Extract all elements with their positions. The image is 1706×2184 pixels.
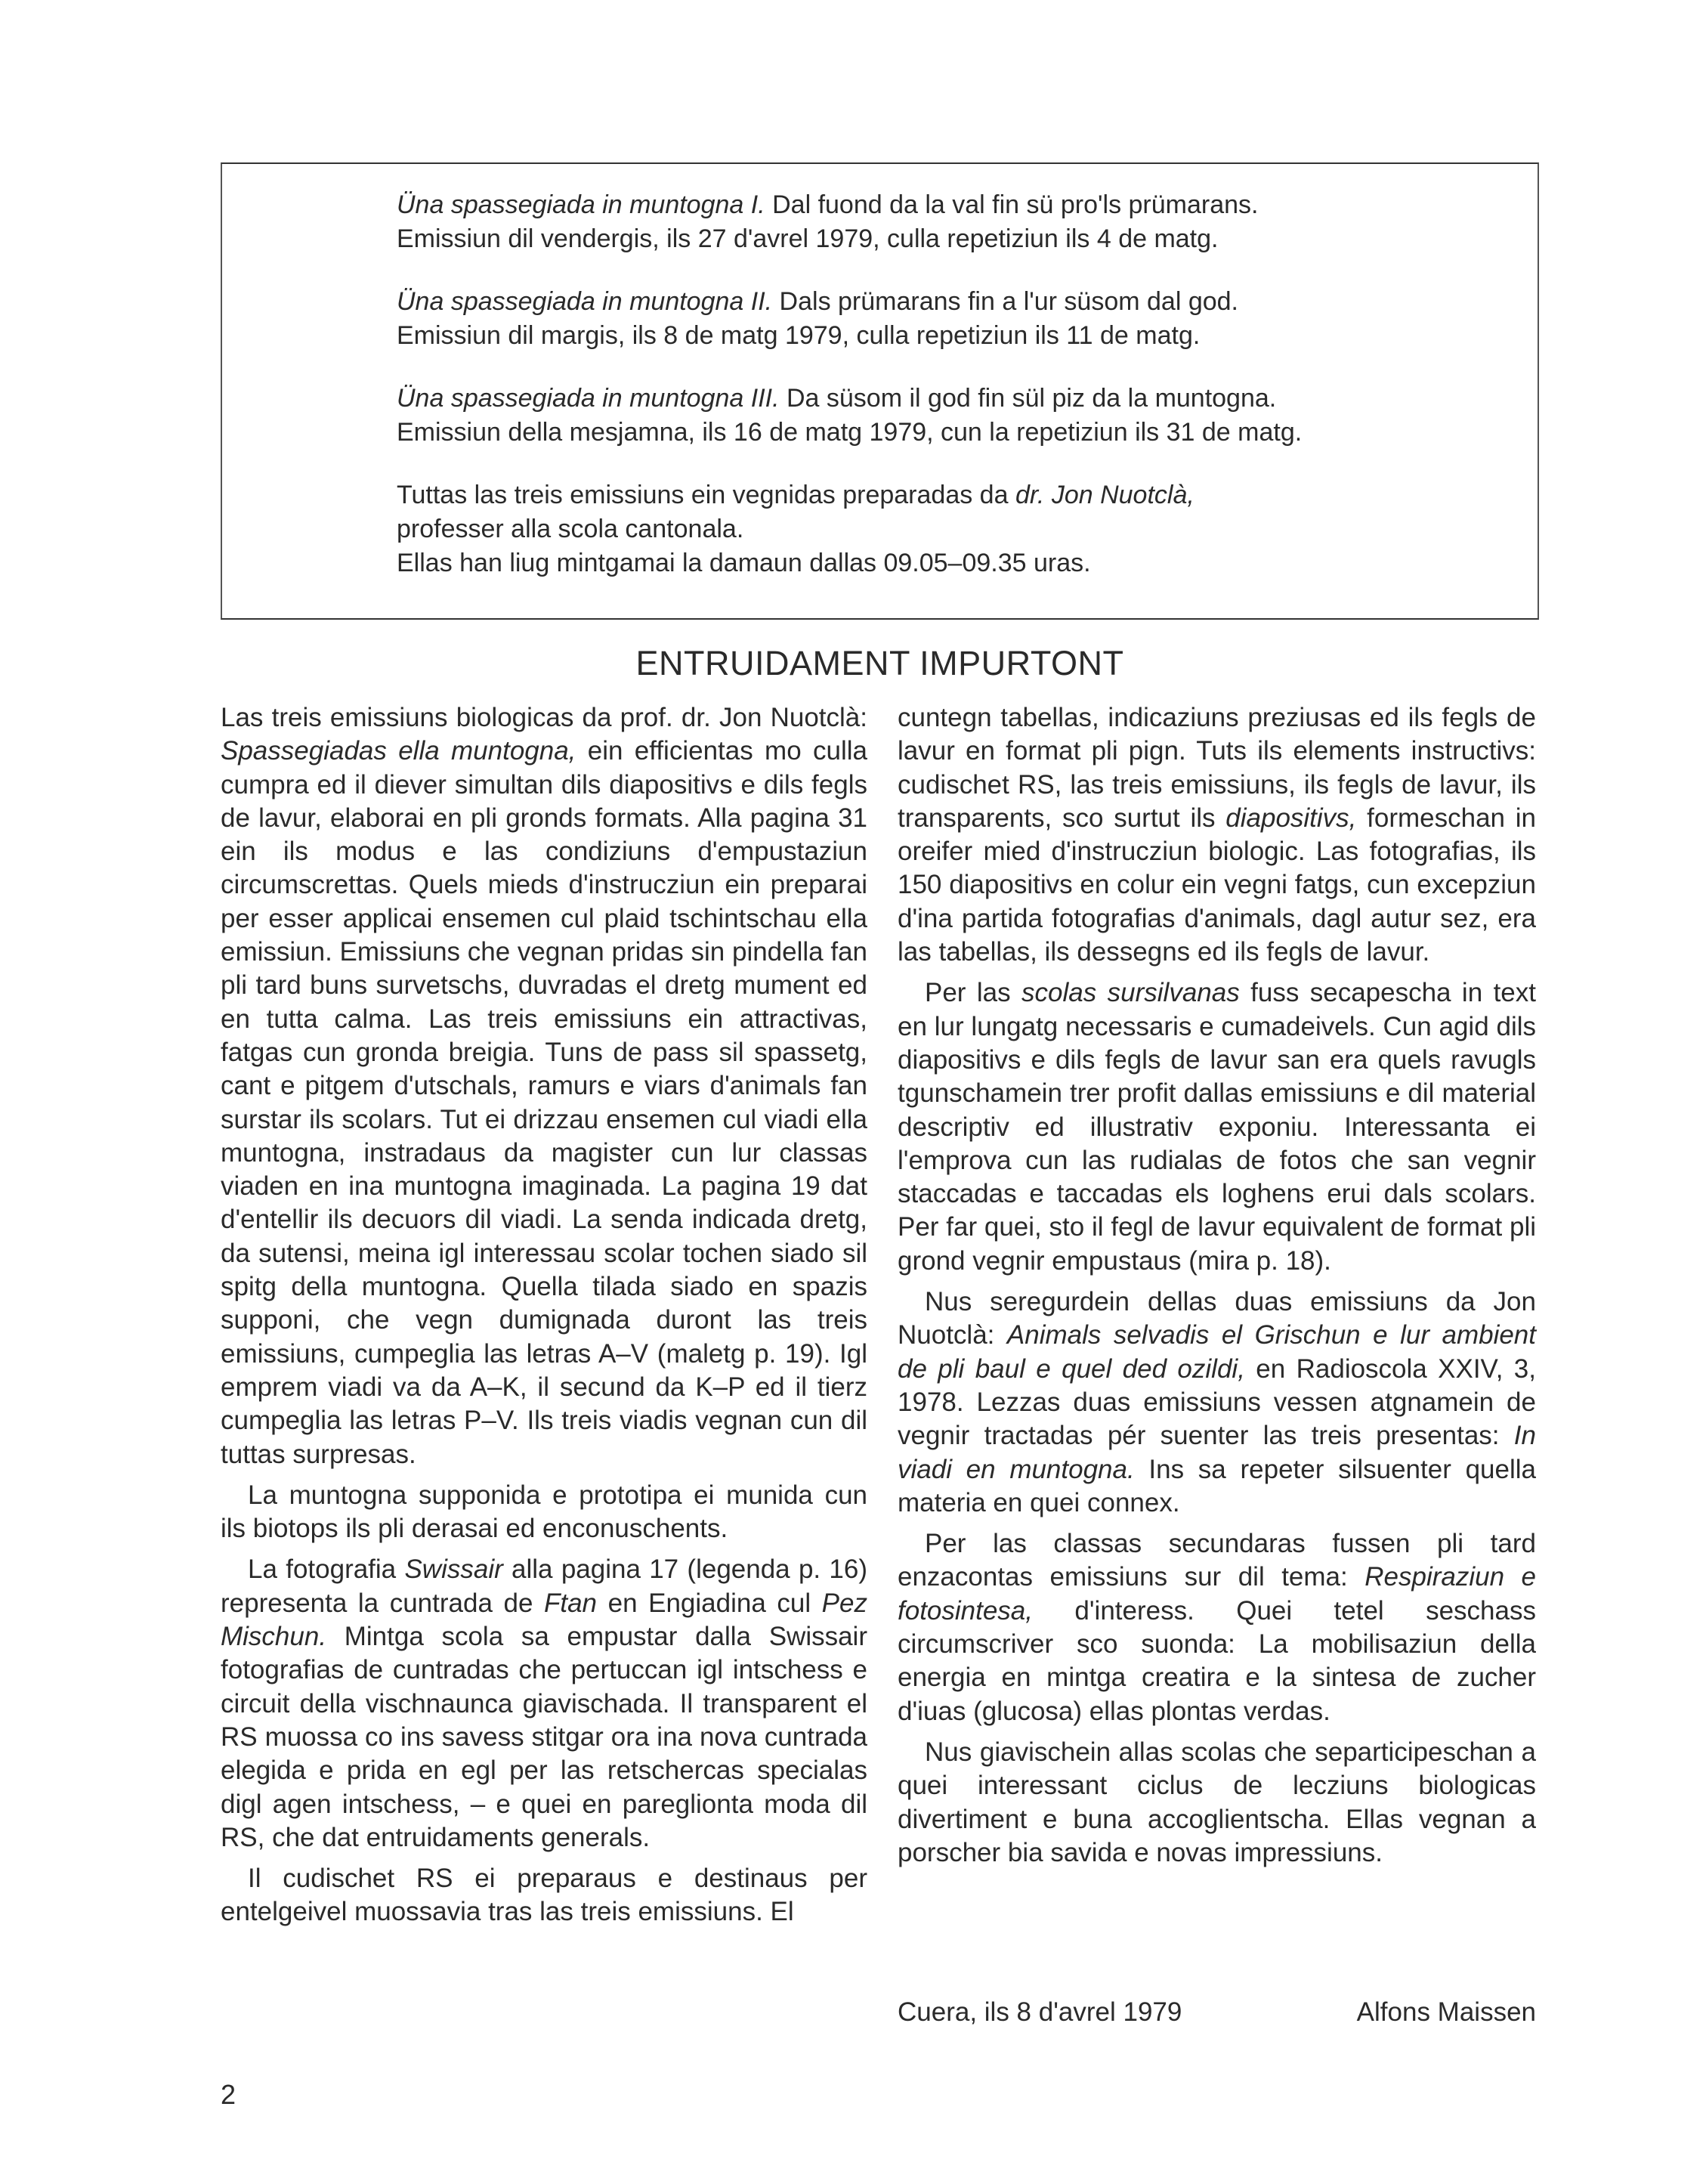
paragraph: cuntegn tabellas, indicaziuns preziusas ed ils fegls de lavur en format pli pign. Tuts ils elements instructivs: cudischet RS, las treis emissiuns, ils fegls de lavur, ils transparents, sco surtut ils diapositivs, formeschan in oreifer mied d'instrucziun biologic. Las fotografias, ils 150 diapositivs en colur ein vegni fatgs, cun excepziun d'ina partida fotografias d'animals, dagl autur sez, era las tabellas, ils dessegns ed ils fegls de lavur. <box>898 703 1536 967</box>
broadcast-item-3: Üna spassegiada in muntogna III. Da süsom il god fin sül piz da la muntogna. Emissiun della mesjamna, ils 16 de matg 1979, cun la repetiziun ils 31 de matg. <box>397 384 1303 447</box>
place-date: Cuera, ils 8 d'avrel 1979 <box>898 1997 1182 2027</box>
broadcast-title: Üna spassegiada in muntogna I. <box>397 190 765 219</box>
page-number: 2 <box>221 2079 236 2110</box>
broadcast-item-1: Üna spassegiada in muntogna I. Dal fuond da la val fin sü pro'ls prümarans. Emissiun dil vendergis, ils 27 d'avrel 1979, culla repetiziun ils 4 de matg. <box>397 190 1259 253</box>
broadcast-item-2: Üna spassegiada in muntogna II. Dals prümarans fin a l'ur süsom dal god. Emissiun dil margis, ils 8 de matg 1979, culla repetiziun ils 11 de matg. <box>397 287 1238 350</box>
signature-line <box>898 1996 1536 2029</box>
broadcast-title: Üna spassegiada in muntogna II. <box>397 287 773 316</box>
paragraph: Nus seregurdein dellas duas emissiuns da Jon Nuotclà: Animals selvadis el Grischun e lur ambient de pli baul e quel ded ozildi, en Radioscola XXIV, 3, 1978. Lezzas duas emissiuns vessen atgnamein de vegnir tractadas pér suenter las treis presentas: In viadi en muntogna. Ins sa repeter silsuenter quella materia en quei connex. <box>898 1287 1536 1517</box>
paragraph: La fotografia Swissair alla pagina 17 (legenda p. 16) representa la cuntrada de Ftan en Engiadina cul Pez Mischun. Mintga scola sa empustar dalla Swissair fotografias de cuntradas che pertuccan igl intschess e circuit della vischnaunca giavischada. Il transparent el RS muossa co ins savess stitgar ora ina nova cuntrada elegida e prida en egl per las retschercas specialas digl agen intschess, – e quei en pareglionta moda dil RS, che dat entruidaments generals. <box>221 1554 868 1852</box>
paragraph: Per las scolas sursilvanas fuss secapescha in text en lur lungatg necessaris e cumadeivels. Cun agid dils diapositivs e dils fegls de lavur san era quels ravugls tgunschamein trer profit dallas emissiuns e dil material descriptiv ed illustrativ exponiu. Interessanta ei l'emprova cun las rudialas de fotos che san vegnir staccadas e taccadas els loghens erui dals scolars. Per far quei, sto il fegl de lavur equivalent de format pli grond vegnir empustaus (mira p. 18). <box>898 978 1536 1276</box>
paragraph: Las treis emissiuns biologicas da prof. dr. Jon Nuotclà: Spassegiadas ella muntogna, ein efficientas mo culla cumpra ed il diever simultan dils diapositivs e dils fegls de lavur, elaborai en pli gronds formats. Alla pagina 31 ein ils modus e las condiziuns d'empustaziun circumscrettas. Quels mieds d'instrucziun ein preparai per esser applicai ensemen cul plaid tschintschau ella emissiun. Emissiuns che vegnan pridas sin pindella fan pli tard buns survetschs, duvradas el dretg mument ed en tutta calma. Las treis emissiuns ein attractivas, fatgas cun gronda breigia. Tuns de pass sil spassetg, cant e pitgem d'utschals, ramurs e viars d'animals fan surstar ils scolars. Tut ei drizzau ensemen cul viadi ella muntogna, instradaus da magister cun lur classas viaden en ina muntogna imaginada. La pagina 19 dat d'entellir ils decuors dil viadi. La senda indicada dretg, da sutensi, meina igl interessau scolar tochen siado sil spitg della muntogna. Quella tilada siado en spazis supponi, che vegn dumignada duront las treis emissiuns, cumpeglia las letras A–V (maletg p. 19). Igl emprem viadi va da A–K, il secund da K–P ed il tierz cumpeglia las letras P–V. Ils treis viadis vegnan cun dil tuttas surpresas. <box>221 703 868 1469</box>
broadcast-title: Üna spassegiada in muntogna III. <box>397 384 780 413</box>
paragraph: Nus giavischein allas scolas che separticipeschan a quei interessant ciclus de lecziuns biologicas divertiment e buna accoglientscha. Ellas vegnan a porscher bia savida e novas impressiuns. <box>898 1737 1536 1867</box>
paragraph: La muntogna supponida e prototipa ei munida cun ils biotops ils pli derasai ed enconuschents. <box>221 1480 867 1544</box>
right-column <box>898 701 1536 1877</box>
broadcast-schedule-box <box>221 162 1539 620</box>
paragraph: Il cudischet RS ei preparaus e destinaus per entelgeivel muossavia tras las treis emissiuns. El <box>221 1864 867 1927</box>
left-column <box>221 701 867 1937</box>
broadcast-note: Tuttas las treis emissiuns ein vegnidas preparadas da dr. Jon Nuotclà, professer alla scola cantonala. Ellas han liug mintgamai la damaun dallas 09.05–09.35 uras. <box>397 481 1195 577</box>
author-name: Alfons Maissen <box>1356 1997 1536 2027</box>
paragraph: Per las classas secundaras fussen pli tard enzacontas emissiuns sur dil tema: Respiraziun e fotosintesa, d'interess. Quei tetel seschass circumscriver sco suonda: La mobilisaziun della energia en mintga creatira e la sintesa de zucher d'iuas (glucosa) ellas plontas verdas. <box>898 1529 1536 1726</box>
section-heading: ENTRUIDAMENT IMPURTONT <box>635 644 1124 682</box>
